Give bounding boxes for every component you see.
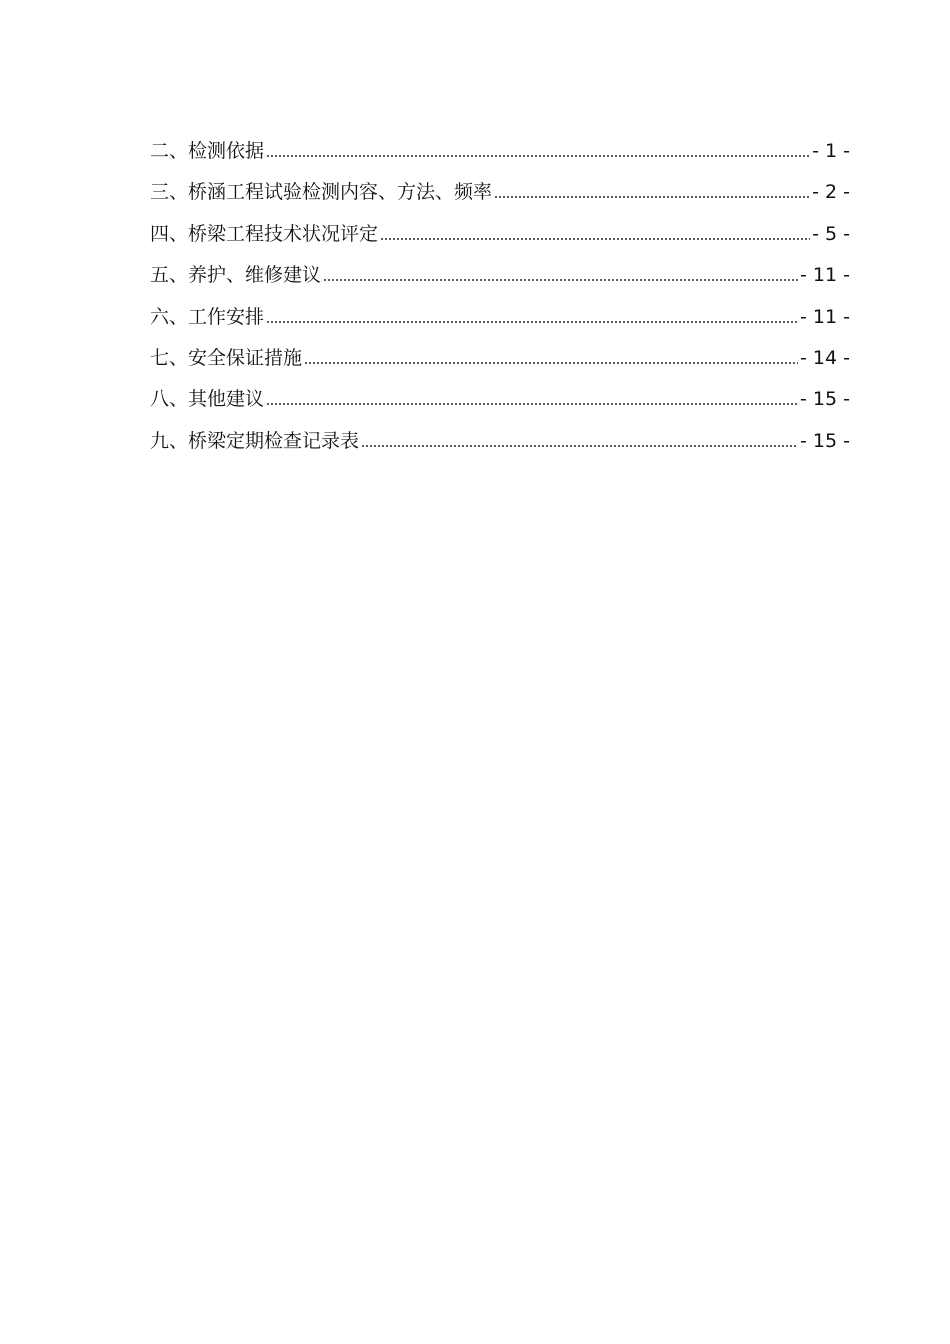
toc-entry[interactable] xyxy=(150,172,850,213)
toc-entry-page: - 1 - xyxy=(812,140,850,162)
toc-entry-page: - 15 - xyxy=(800,429,850,452)
toc-entry[interactable] xyxy=(150,421,850,462)
toc-entry-page: - 14 - xyxy=(800,346,850,369)
toc-dot-leader xyxy=(266,386,798,405)
toc-dot-leader xyxy=(304,345,798,364)
toc-entry[interactable] xyxy=(150,297,850,338)
toc-entry[interactable] xyxy=(150,214,850,255)
toc-dot-leader xyxy=(361,428,798,447)
toc-dot-leader xyxy=(266,304,798,323)
toc-entry-title: 二、检测依据 xyxy=(150,140,265,162)
toc-entry[interactable] xyxy=(150,379,850,420)
toc-entry-title: 八、其他建议 xyxy=(150,388,265,411)
toc-entry[interactable] xyxy=(150,255,850,296)
toc-entry-title: 七、安全保证措施 xyxy=(150,346,303,369)
toc-entry-page: - 2 - xyxy=(812,181,850,204)
toc-entry[interactable] xyxy=(150,338,850,379)
toc-entry[interactable] xyxy=(150,131,850,172)
toc-dot-leader xyxy=(323,262,798,281)
toc-entry-title: 四、桥梁工程技术状况评定 xyxy=(150,222,379,245)
toc-entry-title: 九、桥梁定期检查记录表 xyxy=(150,429,360,452)
toc-entry-title: 三、桥涵工程试验检测内容、方法、频率 xyxy=(150,181,493,204)
toc-entry-title: 六、工作安排 xyxy=(150,305,265,328)
toc-entry-title: 五、养护、维修建议 xyxy=(150,264,322,287)
toc-entry-page: - 15 - xyxy=(800,388,850,411)
table-of-contents xyxy=(150,131,850,462)
toc-dot-leader xyxy=(266,138,810,157)
toc-entry-page: - 5 - xyxy=(812,222,850,245)
toc-entry-page: - 11 - xyxy=(800,305,850,328)
toc-dot-leader xyxy=(380,221,810,240)
toc-dot-leader xyxy=(494,179,810,198)
toc-entry-page: - 11 - xyxy=(800,264,850,287)
